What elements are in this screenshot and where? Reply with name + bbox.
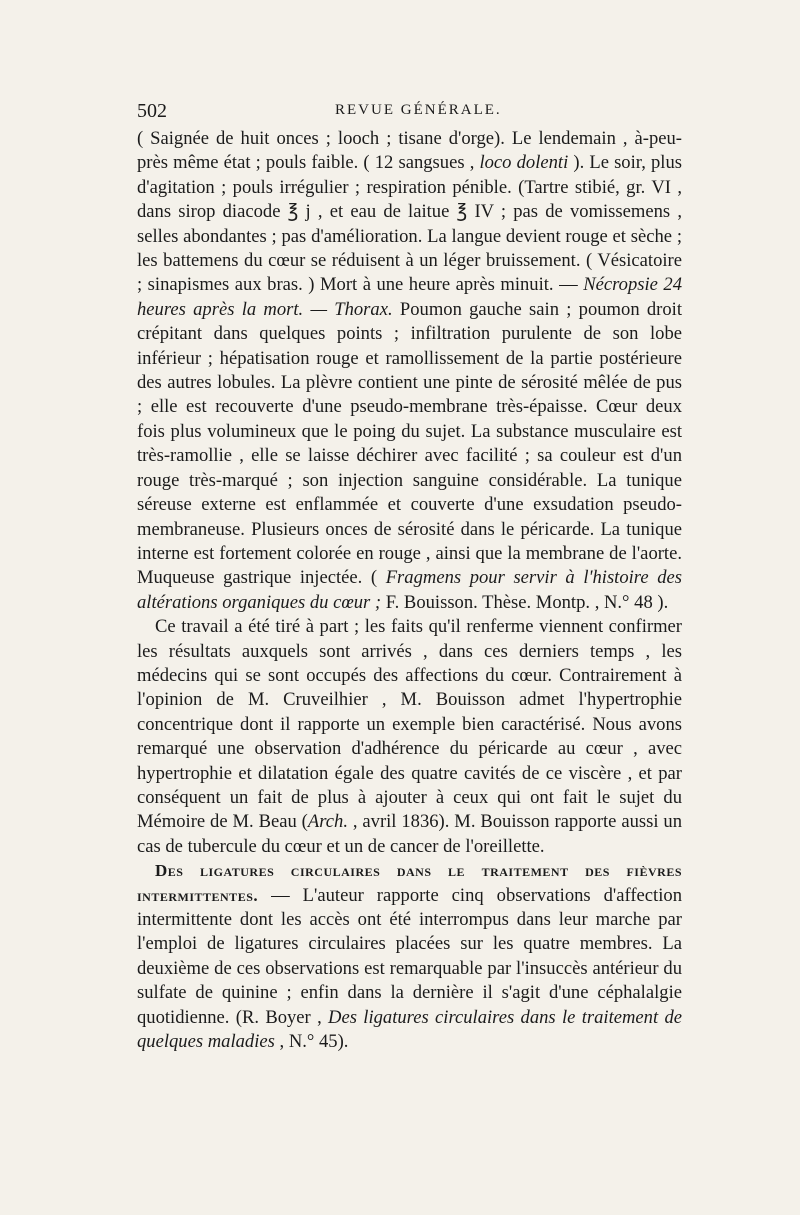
running-head: REVUE GÉNÉRALE. [335, 102, 502, 118]
paragraph-case-report [137, 127, 682, 615]
page-header [137, 100, 682, 124]
text-segment: Ce travail a été tiré à part ; les faits qu'il renferme viennent confirmer les résultats auxquels sont arrivés , dans ces derniers temps , les médecins qui se sont occupés des affections du cœur. Contrairement à l'opinion de M. Cruveilhier , M. Bouisson admet l'hypertrophie concentrique dont il rapporte un exemple bien caractérisé. Nous avons remarqué une observation d'adhérence du péricarde au cœur , avec hypertrophie et dilatation égale des quatre cavités de ce viscère , et par conséquent un fait de plus à ajouter à ceux qui ont fait le sujet du Mémoire de M. Beau ( [137, 616, 682, 833]
italic-segment: Arch. [307, 811, 348, 833]
text-segment: ). Le soir, plus d'agitation ; pouls irrégulier ; respiration pénible. (Tartre stibié, gr. VI , dans sirop diacode ℥ j , et eau de laitue ℥ IV ; pas de vomissemens , selles abondantes ; pas d'amélioration. La langue devient rouge et sèche ; les battemens du cœur se réduisent à un léger bruissement. ( Vésicatoire ; sinapismes aux bras. ) Mort à une heure après minuit. — [137, 152, 682, 296]
text-segment: Poumon gauche sain ; poumon droit crépitant dans quelques points ; infiltration purulente de son lobe inférieur ; hépatisation rouge et ramollissement de la partie postérieure des autres lobules. La plèvre contient une pinte de sérosité mêlée de pus ; elle est recouverte d'une pseudo-membrane très-épaisse. Cœur deux fois plus volumineux que le poing du sujet. La substance musculaire est très-ramollie , elle se laisse déchirer avec facilité ; sa couleur est d'un rouge très-marqué ; son injection sanguine considérable. La tunique séreuse externe est enflammée et couverte d'une exsudation pseudo-membraneuse. Plusieurs onces de sérosité dans le péricarde. La tunique interne est fortement colorée en rouge , ainsi que la membrane de l'aorte. Muqueuse gastrique injectée. ( [137, 298, 682, 589]
citation-title: Des ligatures circulaires dans le traitement de quelques maladies [137, 1006, 682, 1053]
citation-title: Fragmens pour servir à l'histoire des altérations organiques du cœur ; [137, 567, 682, 613]
text-segment: — L'auteur rapporte cinq observations d'affection intermittente dont les accès ont été interrompus dans leur marche par l'emploi de ligatures circulaires placées sur les quatre membres. La deuxième de ces observations est remarquable par l'insuccès antérieur du sulfate de quinine ; enfin dans la dernière il s'agit d'une céphalalgie quotidienne. (R. Boyer , [137, 884, 682, 1028]
section-heading: Des ligatures circulaires dans le traitement des fièvres intermittentes. [137, 861, 682, 905]
page-number: 502 [137, 100, 167, 122]
italic-segment: loco dolenti [479, 152, 569, 174]
text-segment: ( Saignée de huit onces ; looch ; tisane d'orge). Le lendemain , à-peu-près même état ; pouls faible. ( 12 sangsues , [137, 128, 682, 174]
italic-segment: Nécropsie 24 heures après la mort. — Thorax. [137, 274, 682, 320]
text-segment: , avril 1836). M. Bouisson rapporte aussi un cas de tubercule du cœur et un de cancer de l'oreillette. [137, 811, 682, 857]
text-segment: , N.° 45). [274, 1031, 349, 1053]
paragraph-ligatures [137, 859, 682, 1054]
article-body [137, 127, 682, 1054]
text-segment: F. Bouisson. Thèse. Montp. , N.° 48 ). [381, 591, 669, 613]
paragraph-commentary [137, 615, 682, 859]
